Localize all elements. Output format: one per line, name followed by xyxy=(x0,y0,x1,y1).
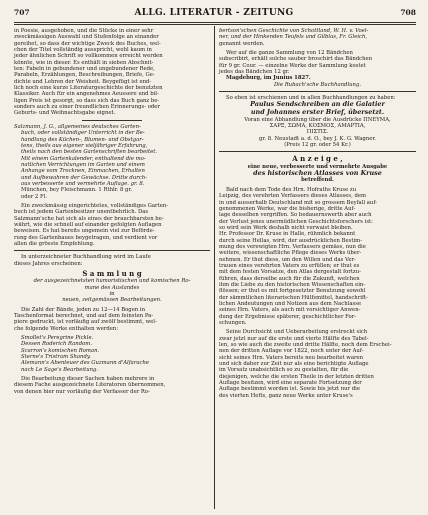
text-line: im Vorsatz unabsichtlich so zu gestalten, für die xyxy=(219,367,349,374)
text-line: rung des Gartenbaues beygetragen, und verdient vor xyxy=(14,234,158,241)
text-line: jeder ähnlichen Schrift so vollkommen erreicht werden xyxy=(14,53,163,60)
text-line: oder 2 Fl. xyxy=(21,193,48,200)
list-item: Dessen Roderich Random. xyxy=(21,341,93,348)
text-line: che folgende Werke enthalten werden: xyxy=(14,325,119,332)
text-line: Geburts- und Weihnachtsgabe eignet. xyxy=(14,110,116,117)
announcement-editors xyxy=(14,376,210,395)
text-line: durch seine Hellas, wird, der ausdrücklichen Bestim- xyxy=(219,237,362,244)
text-line: weitere, wissenschaftliche Pflege dieses Werks über- xyxy=(219,250,362,257)
text-line: in Poesie, ausgehoben, und die Stücke in einer sehr xyxy=(14,28,154,34)
announcement-subtitle: der ausgezeichnetsten humoristischen und komischen Ro- xyxy=(33,278,191,285)
journal-title: ALLG. LITERATUR - ZEITUNG xyxy=(134,8,294,18)
text-line: nen der dritten Auflage vor 1822, noch unter der Auf- xyxy=(219,348,364,355)
notice-subtitle: betreffend. xyxy=(301,177,334,184)
text-line: nehmen. Er thut diess, um den Willen und das Ver- xyxy=(219,256,356,263)
page-header xyxy=(0,8,428,22)
text-line: ΠΙΣΤΙΣ. xyxy=(306,129,329,136)
text-line: gereihet, so dass der wichtige Zweck des Buches, wel- xyxy=(14,40,161,47)
text-line: schungen. xyxy=(219,320,247,327)
text-line: In unterzeichneter Buchhandlung wird im Laufe xyxy=(21,254,151,261)
announcement-body xyxy=(14,307,210,332)
list-item: nach Le Sage's Bearbeitung. xyxy=(21,366,99,373)
text-line: ten: Fabeln in gebundener und ungebundener Rede, xyxy=(14,66,155,73)
page-number-right: 708 xyxy=(400,8,416,17)
text-line: lich noch eine kurze Literaturgeschichte der benutzten xyxy=(14,85,163,92)
list-item: Alemann's Abenteuer des Guzmann d'Alfarache xyxy=(21,360,150,367)
salzmann-description xyxy=(14,203,210,247)
text-line: mit dem festen Vorsatze, den Atlas dergestalt fortzu- xyxy=(219,269,361,276)
announcement-subtitle: in xyxy=(109,290,115,297)
text-line: bertson'schen Geschichte von Schottland, W. H. v. Voel- xyxy=(219,28,369,34)
text-line: Mit einem Gartenkalender, enthaltend die mo- xyxy=(21,155,146,162)
book-subtitle: und Johannes erster Brief, übersetzt. xyxy=(250,108,385,117)
text-line: buch, oder vollständiger Unterricht in der Be- xyxy=(21,130,145,137)
text-line: Ein zweckmässig eingerichtetes, vollständiges Garten- xyxy=(21,202,169,209)
announcement-title: S a m m l u n g xyxy=(82,269,142,279)
text-line: mung des verewigten Hrn. Verfassers gemäss, nun die xyxy=(219,243,366,250)
text-line: handlung des Küchen-, Blumen- und Obstgar- xyxy=(21,136,144,143)
text-line: zwar jetzt nur auf die erste und vierte Hälfte des Tabel- xyxy=(219,335,369,342)
text-line: jedes das Bändchen 12 gr. xyxy=(219,69,290,76)
editors-continued xyxy=(219,28,416,47)
text-line: ner, und der Hinkenden Teufels und Gilblas, Fr. Gleich, xyxy=(219,34,368,41)
text-line: und sich daher zur Zeit nur als eine berichtigte Auflage xyxy=(219,361,369,368)
text-line: diesem Fache ausgezeichnete Literatoren übernommen, xyxy=(14,382,166,389)
announcement-intro xyxy=(14,254,210,267)
text-line: seines Hrn. Vaters, als auch mit vorsichtiger Anwen- xyxy=(219,307,361,314)
text-line: Auflage bestimmt worden ist. Sowie bis jetzt nur die xyxy=(219,386,360,393)
text-line: für 9 gr. Cour. — einzelne Werke der Sammlung kostet xyxy=(219,62,366,69)
text-line: Leipzig, des verehrten Verfassers dieses Atlasses, dem xyxy=(219,193,367,200)
section-divider xyxy=(219,91,416,92)
text-line: buch ist jedem Gartenbesitzer unentbehrlich. Das xyxy=(14,209,149,216)
text-line: könnte, wie in dieser. Es enthält in sieben Abschnit- xyxy=(14,59,154,66)
text-line: zweckmässigen Auswahl und Stufenfolge an einander xyxy=(14,34,159,41)
notice-subtitle: eine neue, verbesserte und vermehrte Ausgabe xyxy=(247,163,388,170)
notice-subtitle: des historischen Atlasses von Kruse xyxy=(253,168,382,177)
text-line: Anhange vom Trocknen, Einmachen, Erhalten xyxy=(21,168,145,175)
column-divider xyxy=(214,26,215,509)
text-line: Taschenformat berechnet, und auf dem feinsten Pa- xyxy=(14,312,154,319)
text-line: theils nach den besten Gartenschriften bearbeitet. xyxy=(21,149,158,156)
text-line: diejenigen, welche die ersten Theile in der letzten dritten xyxy=(219,373,374,380)
text-line: Die Zahl der Bände, jeden zu 12—14 Bogen in xyxy=(21,306,146,313)
place-date: Magdeburg, im Junius 1827. xyxy=(226,75,311,82)
text-line: währt, wie die schnell auf einander gefolgten Auflagen xyxy=(14,221,162,228)
book-title: Paulus Sendschreiben an die Galatier xyxy=(250,100,385,109)
text-line: subscribirt, erhält solche sauber broschirt das Bändchen xyxy=(219,56,373,63)
announcement-subtitle: neuen, zeitgemässen Bearbeitungen. xyxy=(62,297,162,304)
text-line: Auflage besitzen, wird eine separate Fortsetzung der xyxy=(219,380,362,387)
text-line: und Aufbewahren der Gewächse. Dritte durch- xyxy=(21,174,147,181)
text-line: des vierten Hefts, ganz neue Werke unter Kruse's xyxy=(219,392,353,399)
text-line: dichte und Lehren der Weisheit. Beygefügt ist end- xyxy=(14,78,152,85)
text-line: allen die grösste Empfehlung. xyxy=(14,241,95,247)
text-line: genommenen Werke, war die bisherige, dritte Auf- xyxy=(219,205,356,212)
text-line: flössen; er thut es mit fortgesetzter Benutzung sowohl xyxy=(219,288,366,295)
text-line: (Preis 12 gr. oder 54 Kr.) xyxy=(284,142,351,148)
text-line: dieses Jahres erscheinen: xyxy=(14,260,83,267)
text-line: Hr. Professor Dr. Kruse in Halle, rühmlich bekannt xyxy=(219,231,356,238)
text-line: Salzmann'sche hat sich als eines der brauchbarsten be- xyxy=(14,215,164,222)
salzmann-entry xyxy=(14,124,210,200)
announcement-subtitle: mane des Auslandes xyxy=(84,284,140,291)
subscription-terms xyxy=(219,50,416,75)
text-line: ihm die Liebe zu den historischen Wissenschaften ein- xyxy=(219,281,366,288)
text-line: piere gedruckt, ist vorläufig auf zwölf bestimmt, wel- xyxy=(14,319,157,326)
text-line: München, bey Fleischmann. 1 Rthlr. 8 gr. xyxy=(21,187,133,194)
text-line: der sämmtlichen literarischen Hülfsmittel, handschrift- xyxy=(219,294,368,301)
text-line: lichen Andeutungen und Notizen aus dem Nachlasse xyxy=(219,301,362,308)
text-line: chen der Titel vollständig ausspricht, wohl kaum in xyxy=(14,47,152,54)
text-line: in und ausserhalb Deutschland mit so grossem Beyfall auf- xyxy=(219,199,377,206)
text-line: sonders auch zu einer freundlichen Erinnerungs- oder xyxy=(14,104,160,111)
text-line: Seine Durchsicht und Ueberarbeitung erstreckt sich xyxy=(226,329,368,336)
header-rule-top xyxy=(14,22,416,23)
header-rule-bottom xyxy=(14,24,416,25)
left-column xyxy=(14,28,210,395)
text-line: tens, theils aus eigener vieljähriger Erfahrung, xyxy=(21,142,148,149)
text-line: genannt werden. xyxy=(219,40,265,47)
works-list xyxy=(14,335,210,373)
publisher-name: Die Rubach'sche Buchhandlung. xyxy=(273,81,362,88)
text-line: führen, dass derselbe auch für die Zukunft, welchen xyxy=(219,275,360,282)
text-line: Salzmann, J. G., allgemeines deutsches Garten- xyxy=(14,123,141,130)
notice-body xyxy=(219,187,416,327)
text-line: Parabeln, Erzählungen, Beschreibungen, Briefe, Ge- xyxy=(14,72,155,79)
section-divider xyxy=(14,250,210,251)
book-imprint xyxy=(219,136,416,149)
text-line: ligen Preis ist gesorgt, so dass sich das Buch ganz be- xyxy=(14,97,160,104)
text-line: sicht seines Hrn. Vaters bereits neu bearbeitet waren xyxy=(219,354,364,361)
notice-body-continued xyxy=(219,329,416,399)
book-review-text xyxy=(14,28,210,117)
text-line: beweisen. Es hat bereits ungemein viel zur Beförde- xyxy=(14,228,155,235)
text-line: lage desselben vergriffen. So bedauernswerth aber auch xyxy=(219,212,372,219)
text-line: Voran eine Abhandlung über die Ausdrücke ΠΝΕΥΜΑ, xyxy=(244,116,391,123)
text-line: von denen hier nur vorläufig der Verfasser der Ro- xyxy=(14,388,150,395)
text-line: ΣΑΡΞ, ΣΩΜΑ, ΚΟΣΜΟΣ, ΑΜΑΡΤΙΑ, xyxy=(269,122,366,129)
text-line: Wer auf die ganze Sammlung von 12 Bändchen xyxy=(226,50,353,57)
availability-note: So eben ist erschienen und in allen Buchhandlungen zu haben: xyxy=(226,95,396,102)
text-line: gr. 8. Neustadt a. d. O., bey J. K. G. Wagner. xyxy=(259,135,376,142)
text-line: aus verbesserte und vermehrte Auflage. gr. 8. xyxy=(21,180,145,187)
book-description xyxy=(219,117,416,136)
text-line: len, so wie auch die zweite und dritte Hälfte, noch dem Erschei- xyxy=(219,342,392,349)
text-line: Bald nach dem Tode des Hrn. Hofraths Kruse zu xyxy=(226,186,357,193)
page-number-left: 707 xyxy=(14,8,30,17)
text-line: natlichen Verrichtungen im Garten und einem xyxy=(21,161,145,168)
text-line: trauen eines verehrten Vaters zu erfüllen; er thut es xyxy=(219,262,360,269)
notice-title: A n z e i g e , xyxy=(292,154,343,164)
text-line: Klassiker. Auch für ein angenehmes Aeussere und bil- xyxy=(14,91,159,98)
section-divider xyxy=(82,120,142,121)
right-column xyxy=(219,28,416,399)
list-item: Scarron's komischen Roman. xyxy=(21,347,100,354)
text-line: dung der Ergebnisse späterer, geschichtlicher For- xyxy=(219,313,357,320)
text-line: der Verlust jenes unermüdlichen Geschichtsforschers ist: xyxy=(219,218,373,225)
text-line: Die Bearbeitung dieser Sachen haben mehrere in xyxy=(21,376,155,383)
list-item: Smollet's Peregrine Pickle. xyxy=(21,334,94,341)
text-line: so wird sein Werk deshalb nicht verwaist bleiben. xyxy=(219,224,353,231)
list-item: Sterne's Tristram Shandy. xyxy=(21,354,91,361)
section-divider xyxy=(219,151,416,152)
